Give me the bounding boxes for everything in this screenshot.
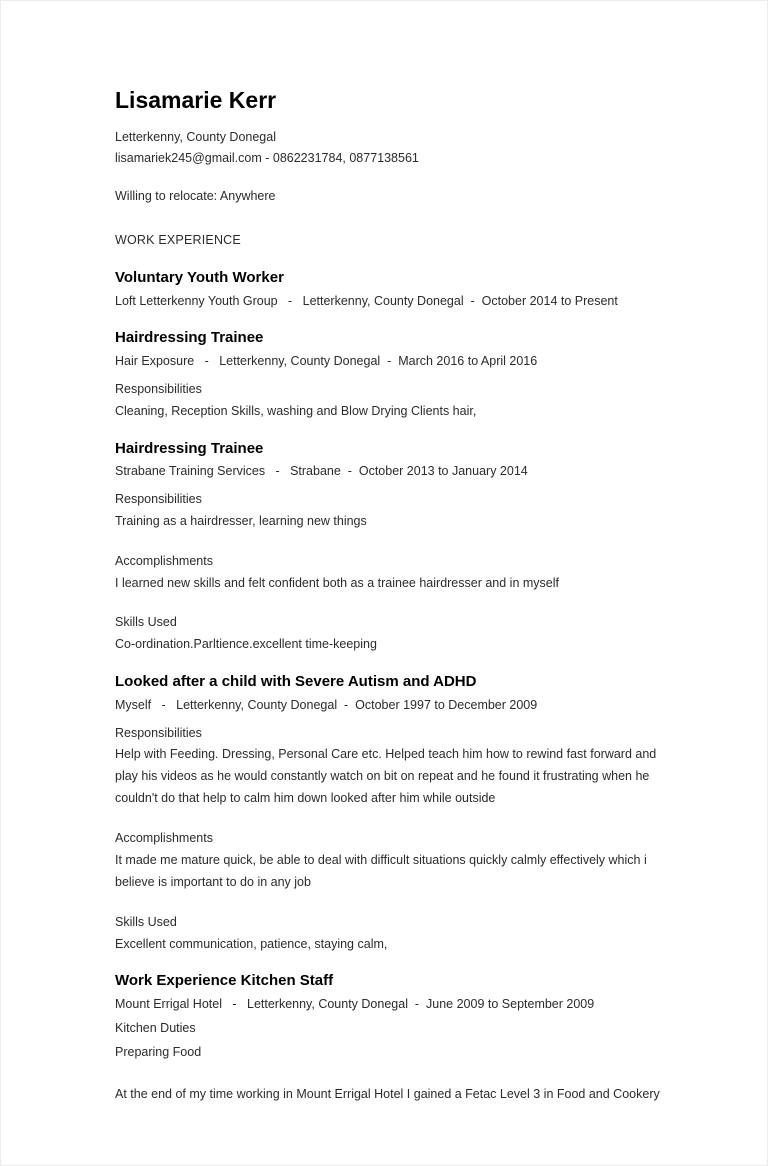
relocate-line: Willing to relocate: Anywhere bbox=[115, 189, 276, 204]
job-title: Hairdressing Trainee bbox=[115, 329, 264, 347]
duty-line: Preparing Food bbox=[115, 1044, 202, 1059]
person-name: Lisamarie Kerr bbox=[115, 87, 277, 113]
responsibilities-label: Responsibilities bbox=[115, 381, 202, 396]
job-entry bbox=[115, 268, 667, 312]
job-meta: Loft Letterkenny Youth Group - Letterkenny, County Donegal - October 2014 to Present bbox=[115, 293, 618, 308]
job-meta: Hair Exposure - Letterkenny, County Donegal - March 2016 to April 2016 bbox=[115, 353, 538, 368]
job-entry bbox=[115, 328, 667, 422]
duty-line: Kitchen Duties bbox=[115, 1020, 196, 1035]
skills-used-label: Skills Used bbox=[115, 615, 177, 630]
contact-line: lisamariek245@gmail.com - 0862231784, 0877138561 bbox=[115, 151, 419, 166]
responsibilities-text: Help with Feeding. Dressing, Personal Care etc. Helped teach him how to rewind fast forward and play his videos as he would constantly watch on bit on repeat and he found it frustrating when he couldn't do that help to calm him down looked after him while outside bbox=[115, 747, 657, 806]
job-meta: Mount Errigal Hotel - Letterkenny, County Donegal - June 2009 to September 2009 bbox=[115, 996, 595, 1011]
responsibilities-label: Responsibilities bbox=[115, 491, 202, 506]
closing-line: At the end of my time working in Mount Errigal Hotel I gained a Fetac Level 3 in Food and Cookery bbox=[115, 1086, 660, 1101]
job-entry bbox=[115, 672, 667, 955]
responsibilities-text: Training as a hairdresser, learning new things bbox=[115, 513, 367, 528]
accomplishments-label: Accomplishments bbox=[115, 553, 213, 568]
location-line: Letterkenny, County Donegal bbox=[115, 129, 276, 144]
job-entry bbox=[115, 439, 667, 657]
accomplishments-text: I learned new skills and felt confident both as a trainee hairdresser and in myself bbox=[115, 575, 559, 590]
job-title: Voluntary Youth Worker bbox=[115, 269, 284, 287]
job-meta: Myself - Letterkenny, County Donegal - October 1997 to December 2009 bbox=[115, 697, 538, 712]
skills-used-text: Excellent communication, patience, staying calm, bbox=[115, 936, 388, 951]
job-meta: Strabane Training Services - Strabane - October 2013 to January 2014 bbox=[115, 464, 528, 479]
accomplishments-label: Accomplishments bbox=[115, 831, 213, 846]
job-title: Looked after a child with Severe Autism and ADHD bbox=[115, 673, 477, 691]
job-title: Work Experience Kitchen Staff bbox=[115, 972, 334, 990]
job-title: Hairdressing Trainee bbox=[115, 439, 264, 457]
job-entry bbox=[115, 971, 667, 1063]
responsibilities-label: Responsibilities bbox=[115, 725, 202, 740]
skills-used-label: Skills Used bbox=[115, 914, 177, 929]
work-experience-heading: WORK EXPERIENCE bbox=[115, 233, 241, 248]
accomplishments-text: It made me mature quick, be able to deal with difficult situations quickly calmly effectively which i believe is important to do in any job bbox=[115, 852, 647, 889]
responsibilities-text: Cleaning, Reception Skills, washing and Blow Drying Clients hair, bbox=[115, 403, 477, 418]
skills-used-text: Co-ordination.Parltience.excellent time-keeping bbox=[115, 637, 377, 652]
